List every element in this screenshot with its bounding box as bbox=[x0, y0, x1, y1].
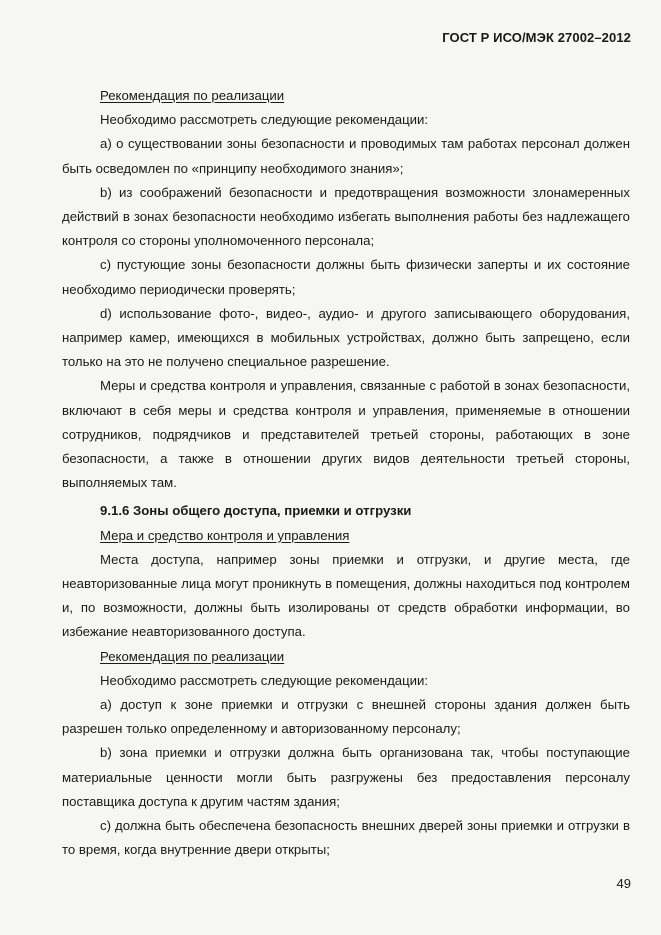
paragraph-intro-1: Необходимо рассмотреть следующие рекомендации: bbox=[100, 112, 429, 128]
list-item-a-1: a) о существовании зоны безопасности и проводимых там работах персонал должен быть осведомлен по «принципу необходимого знания»; bbox=[62, 136, 630, 176]
subheading-implementation-2: Рекомендация по реализации bbox=[100, 648, 285, 664]
list-item-c-1: c) пустующие зоны безопасности должны быть физически заперты и их состояние необходимо периодически проверять; bbox=[62, 257, 630, 297]
document-body bbox=[62, 84, 630, 863]
paragraph-controls: Меры и средства контроля и управления, связанные с работой в зонах безопасности, включают в себя меры и средства контроля и управления, применяемые в отношении сотрудников, подрядчиков и представителей третьей стороны, работающих в зоне безопасности, а также в отношении других видов деятельности третьей стороны, выполняемых там. bbox=[62, 378, 630, 491]
list-item-d-1: d) использование фото-, видео-, аудио- и другого записывающего оборудования, например камер, имеющихся в мобильных устройствах, должно быть запрещено, если только на это не получено специальное разрешение. bbox=[62, 305, 630, 370]
list-item-b-2: b) зона приемки и отгрузки должна быть организована так, чтобы поступающие материальные ценности могли быть разгружены без предоставления персоналу поставщика доступа к другим частям здания; bbox=[62, 745, 630, 809]
paragraph-access-points: Места доступа, например зоны приемки и отгрузки, и другие места, где неавторизованные лица могут проникнуть в помещения, должны находиться под контролем и, по возможности, должны быть изолированы от средств обработки информации, во избежание неавторизованного доступа. bbox=[62, 551, 630, 640]
subheading-control: Мера и средство контроля и управления bbox=[100, 527, 350, 543]
list-item-a-2: a) доступ к зоне приемки и отгрузки с внешней стороны здания должен быть разрешен только определенному и авторизованному персоналу; bbox=[62, 697, 630, 737]
subheading-implementation-1: Рекомендация по реализации bbox=[100, 88, 285, 103]
page-number: 49 bbox=[616, 876, 631, 891]
list-item-b-1: b) из соображений безопасности и предотвращения возможности злонамеренных действий в зонах безопасности необходимо избегать выполнения работы без надлежащего контроля со стороны уполномоченного персонала; bbox=[62, 184, 630, 249]
paragraph-intro-2: Необходимо рассмотреть следующие рекомендации: bbox=[100, 672, 429, 688]
section-heading-9-1-6: 9.1.6 Зоны общего доступа, приемки и отгрузки bbox=[100, 503, 412, 519]
standard-header: ГОСТ Р ИСО/МЭК 27002–2012 bbox=[442, 30, 631, 45]
list-item-c-2: c) должна быть обеспечена безопасность внешних дверей зоны приемки и отгрузки в то время, когда внутренние двери открыты; bbox=[62, 818, 630, 858]
